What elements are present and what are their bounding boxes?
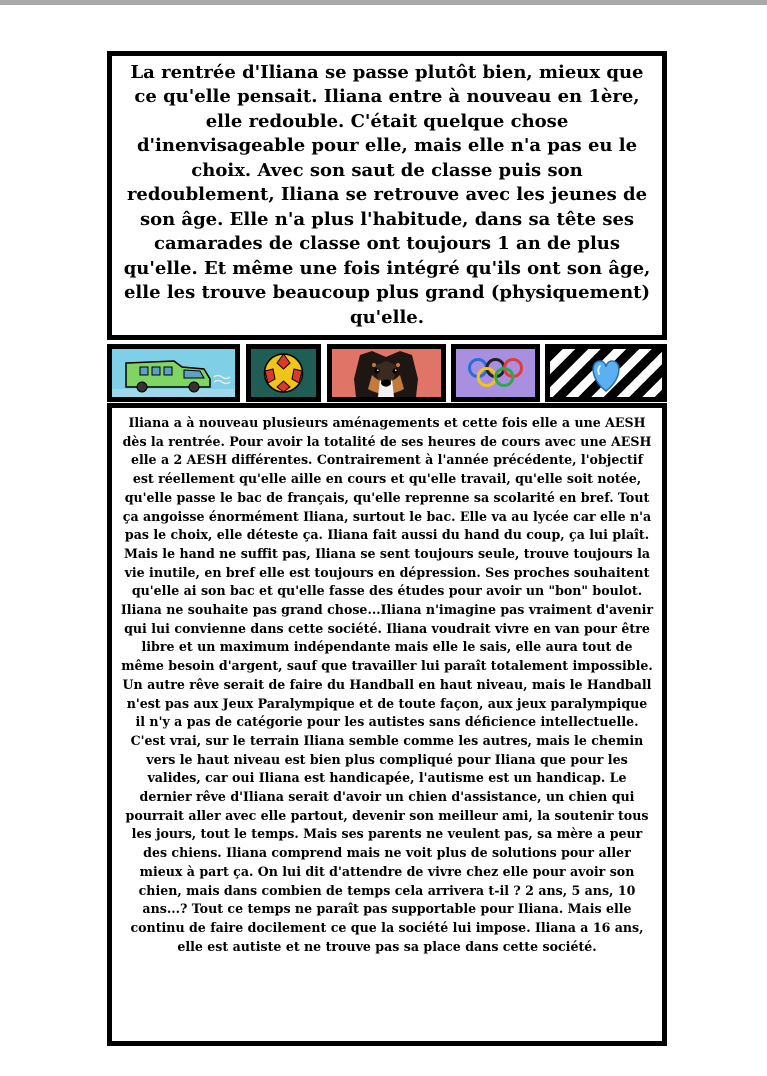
page-top-border <box>0 0 767 5</box>
handball-icon <box>251 349 316 397</box>
story-paragraph: Iliana a à nouveau plusieurs aménagements et cette fois elle a une AESH dès la rentrée. Pour avoir la totalité de ses heures de cours avec une AESH elle a 2 AESH différentes. Contrairement à l'année précédente, l'objectif est réellement qu'elle aille en cours et qu'elle travail, qu'elle soit notée, qu'elle passe le bac de français, qu'elle reprenne sa scolarité en bref. Tout ça angoisse énormément Iliana, surtout le bac. Elle va au lycée car elle n'a pas le choix, elle déteste ça. Iliana fait aussi du hand du coup, ça lui plaît. Mais le hand ne suffit pas, Iliana se sent toujours seule, trouve toujours la vie inutile, en bref elle est toujours en dépression. Ses proches souhaitent qu'elle ai son bac et qu'elle fasse des études pour avoir un "bon" boulot. Iliana ne souhaite pas grand chose...Iliana n'imagine pas vraiment d'avenir qui lui convienne dans cette société. Iliana voudrait vivre en van pour être libre et un maximum indépendante mais elle le sais, elle aura tout de même besoin d'argent, sauf que travailler lui paraît totalement impossible. Un autre rêve serait de faire du Handball en haut niveau, mais le Handball n'est pas aux Jeux Paralympique et de toute façon, aux jeux paralympique il n'y a pas de catégorie pour les autistes sans déficience intellectuelle. C'est vrai, sur le terrain Iliana semble comme les autres, mais le chemin vers le haut niveau est bien plus compliqué pour Iliana que pour les valides, car oui Iliana est handicapée, l'autisme est un handicap. Le dernier rêve d'Iliana serait d'avoir un chien d'assistance, un chien qui pourrait aller avec elle partout, devenir son meilleur ami, la soutenir tous les jours, tout le temps. Mais ses parents ne veulent pas, sa mère a peur des chiens. Iliana comprend mais ne voit plus de solutions pour aller mieux à part ça. On lui dit d'attendre de vivre chez elle pour avoir son chien, mais dans combien de temps cela arrivera t-il ? 2 ans, 5 ans, 10 ans...? Tout ce temps ne paraît pas supportable pour Iliana. Mais elle continu de faire docilement ce que la société lui impose. Iliana a 16 ans, elle est autiste et ne trouve pas sa place dans cette société. <box>120 415 654 954</box>
dog-tile <box>327 344 446 402</box>
rings-tile <box>451 344 540 402</box>
camper-van-icon <box>112 349 235 397</box>
handball-tile <box>246 344 321 402</box>
heart-tile <box>545 344 667 402</box>
olympic-rings-icon <box>456 349 535 397</box>
van-tile <box>107 344 240 402</box>
intro-paragraph: La rentrée d'Iliana se passe plutôt bien, mieux que ce qu'elle pensait. Iliana entre à nouveau en 1ère, elle redouble. C'était quelque chose d'inenvisageable pour elle, mais elle n'a pas eu le choix. Avec son saut de classe puis son redoublement, Iliana se retrouve avec les jeunes de son âge. Elle n'a plus l'habitude, dans sa tête ses camarades de classe ont toujours 1 an de plus qu'elle. Et même une fois intégré qu'ils ont son âge, elle les trouve beaucoup plus grand (physiquement) qu'elle. <box>123 61 651 328</box>
intro-text-box <box>107 51 667 340</box>
icon-strip <box>107 344 667 402</box>
blue-heart-icon <box>550 349 662 397</box>
story-text-box <box>107 403 667 1046</box>
dog-icon <box>332 349 441 397</box>
